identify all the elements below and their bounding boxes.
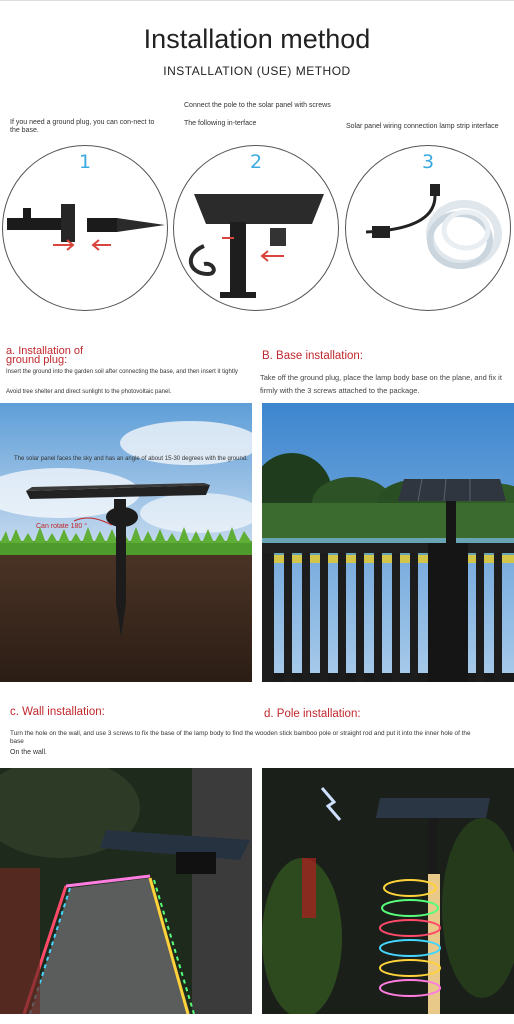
section-b-body: Take off the ground plug, place the lamp body base on the plane, and fix it firmly with the 3 screws attached to the package. [260, 373, 502, 395]
step-2-number: 2 [249, 151, 263, 173]
wall-installation-photo [0, 768, 252, 1014]
top-divider [0, 0, 514, 1]
rotate-label: Can rotate 180 ° [36, 523, 88, 530]
step-3-circle [345, 145, 511, 311]
section-c-note: On the wall. [10, 749, 47, 756]
step-2-text-a: Connect the pole to the solar panel with screws [184, 102, 331, 109]
section-a-heading-line1: a. Installation of [6, 345, 84, 357]
step-1-number: 1 [78, 151, 92, 173]
page-title: Installation method [143, 24, 371, 54]
railing-scene [262, 403, 514, 682]
section-a-body1: Insert the ground into the garden soil after connecting the base, and then insert it tightly [6, 369, 238, 375]
pole-installation-photo [262, 768, 514, 1014]
section-a-heading-line2: ground plug: [6, 354, 68, 366]
step-1-text: If you need a ground plug, you can con-nect to the base. [10, 119, 155, 134]
wall-night-scene [0, 768, 252, 1014]
section-d-heading: d. Pole installation: [264, 708, 361, 720]
step-2-text-b: The following in-terface [184, 120, 257, 127]
ground-plug-illustration [3, 146, 168, 311]
section-c-body: Turn the hole on the wall, and use 3 screws to fix the base of the lamp body to find the wooden stick bamboo pole or straight rod and put it into the inner hole of the base [10, 730, 471, 745]
step-3-number: 3 [421, 151, 435, 173]
base-installation-photo [262, 403, 514, 682]
pole-screw-illustration [174, 146, 339, 311]
section-b-heading: B. Base installation: [262, 350, 364, 362]
section-c-heading: c. Wall installation: [10, 706, 105, 718]
page-subtitle: INSTALLATION (USE) METHOD [163, 64, 351, 78]
step-1-circle [2, 145, 168, 311]
ground-plug-photo-caption: The solar panel faces the sky and has an angle of about 15-30 degrees with the ground. [14, 456, 248, 462]
lamp-strip-illustration [346, 146, 511, 311]
step-2-circle [173, 145, 339, 311]
ground-plug-photo [0, 403, 252, 682]
section-a-body2: Avoid tree shelter and direct sunlight to the photovoltaic panel. [6, 389, 172, 395]
ground-plug-scene [0, 403, 252, 682]
pole-night-scene [262, 768, 514, 1014]
step-3-text: Solar panel wiring connection lamp strip interface [346, 123, 499, 130]
